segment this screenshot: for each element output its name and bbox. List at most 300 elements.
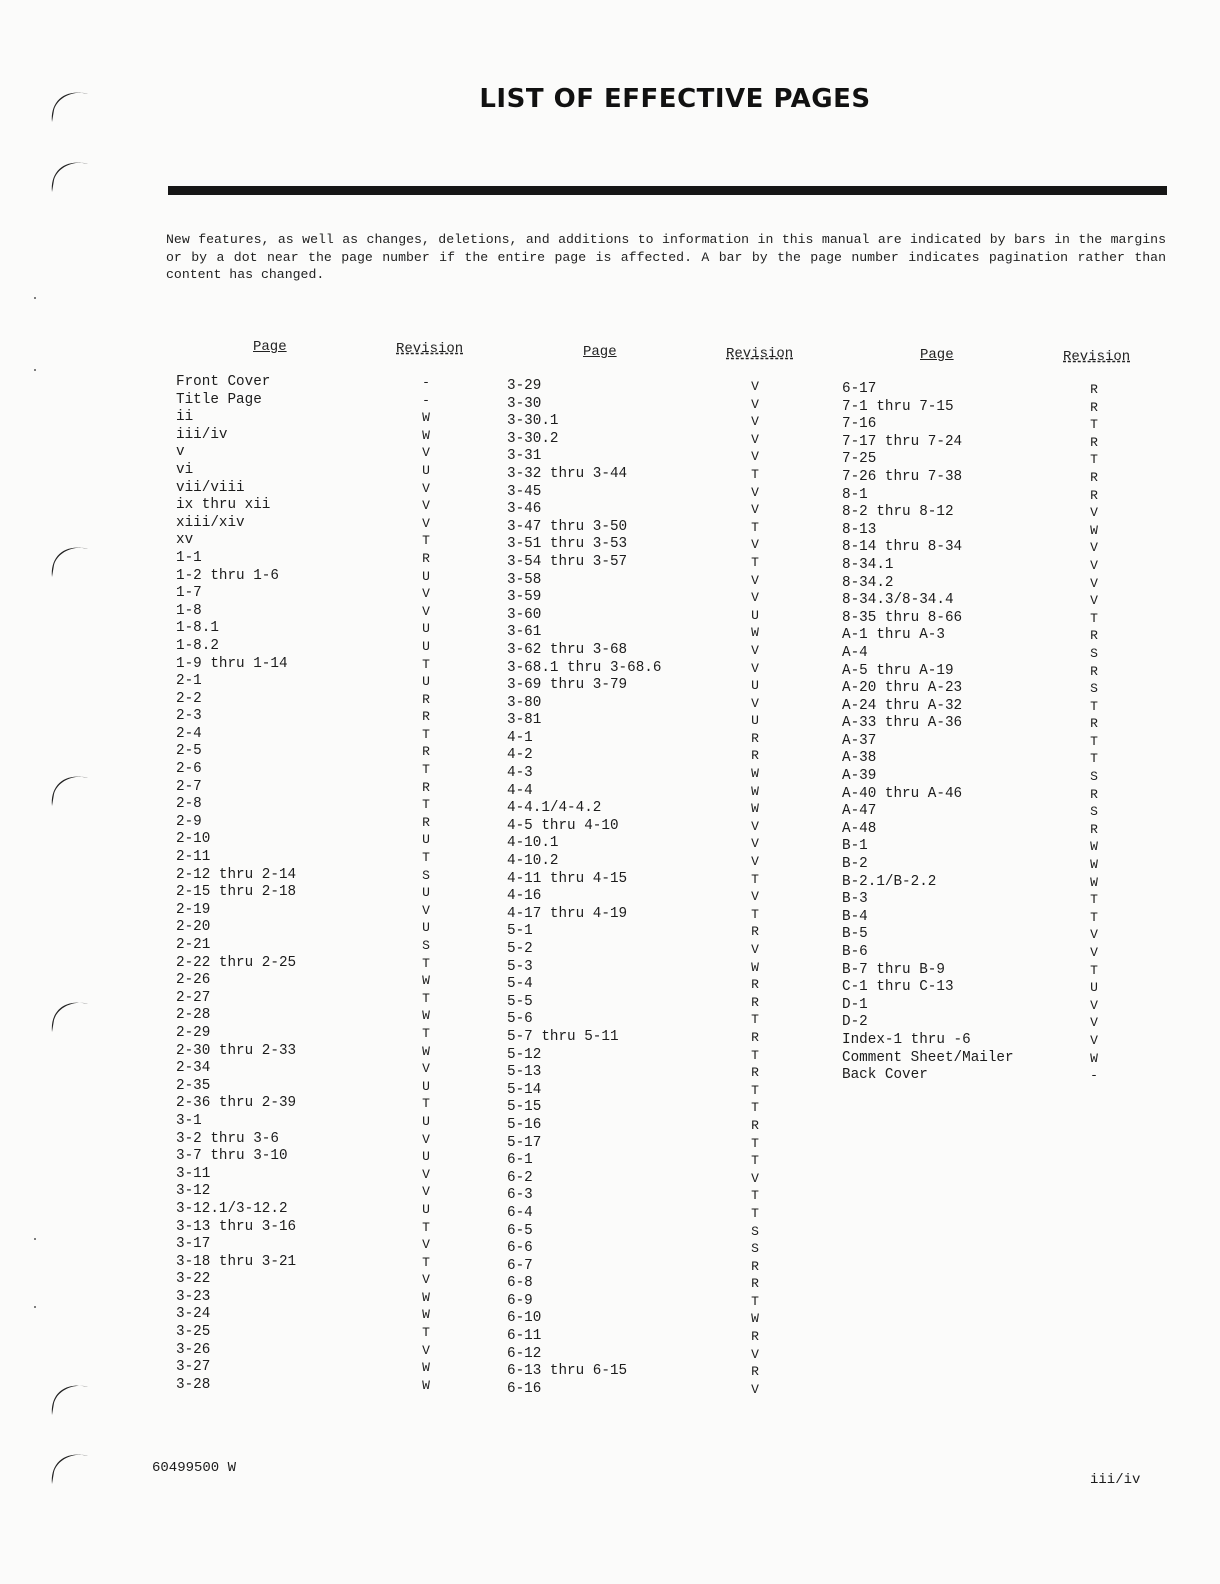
revision-code: V [751, 572, 759, 588]
page-ref: v [176, 444, 185, 461]
page-ref: 3-51 thru 3-53 [507, 536, 628, 553]
revision-code: U [422, 638, 430, 654]
page-ref: 6-4 [507, 1204, 533, 1221]
page-ref: 5-2 [507, 941, 533, 957]
page-ref: 3-80 [507, 694, 542, 711]
page-ref: 3-1 [176, 1112, 202, 1129]
revision-code: T [422, 533, 430, 549]
page-ref: 4-4 [507, 782, 533, 799]
col1-revision-header: Revision [396, 341, 464, 357]
col3-revision-header: Revision [1063, 349, 1131, 365]
page-ref: 2-34 [176, 1060, 211, 1077]
page-ref: 1-8.2 [176, 637, 219, 654]
revision-code: V [1090, 945, 1098, 960]
revision-code: V [751, 449, 759, 465]
revision-code: V [422, 480, 430, 496]
revision-code: - [422, 375, 430, 390]
page-ref: 2-11 [176, 849, 211, 866]
page-ref: 4-5 thru 4-10 [507, 817, 619, 834]
revision-code: V [1090, 1015, 1098, 1031]
page-ref: 3-59 [507, 589, 542, 606]
page-ref: 3-22 [176, 1271, 211, 1288]
page-ref: 3-23 [176, 1288, 211, 1305]
revision-code: U [422, 621, 430, 637]
revision-code: W [751, 783, 759, 799]
page-ref: 7-1 thru 7-15 [842, 398, 954, 415]
revision-code: R [1090, 786, 1098, 802]
revision-code: R [751, 1258, 759, 1274]
revision-code: W [422, 973, 430, 989]
revision-code: W [422, 410, 430, 426]
revision-code: T [751, 1153, 759, 1169]
revision-code: T [751, 1135, 759, 1151]
page-ref: 2-28 [176, 1007, 211, 1024]
page-ref: 5-13 [507, 1064, 542, 1081]
revision-code: T [751, 466, 759, 482]
page-ref: 6-7 [507, 1257, 533, 1274]
page-ref: 3-24 [176, 1306, 211, 1323]
revision-code: T [422, 1096, 430, 1112]
page-ref: 4-11 thru 4-15 [507, 870, 628, 887]
page-ref: xv [176, 532, 194, 549]
page-ref: C-1 thru C-13 [842, 979, 954, 996]
page-ref: 3-30 [507, 395, 542, 412]
page-ref: 7-16 [842, 416, 877, 433]
revision-code: V [751, 836, 759, 852]
page-ref: 8-34.3/8-34.4 [842, 592, 954, 609]
revision-code: T [422, 990, 430, 1006]
page-ref: 5-6 [507, 1011, 533, 1028]
page-ref: 6-1 [507, 1152, 533, 1169]
page-ref: 8-2 thru 8-12 [842, 504, 954, 521]
page-ref: 5-12 [507, 1046, 542, 1063]
page-ref: 2-3 [176, 708, 202, 725]
revision-code: W [422, 427, 430, 443]
page-ref: ii [176, 409, 194, 426]
page-ref: 2-30 thru 2-33 [176, 1042, 297, 1059]
revision-code: W [751, 1311, 759, 1327]
page-ref: 4-1 [507, 729, 533, 746]
revision-code: V [422, 603, 430, 619]
revision-code: W [751, 801, 759, 817]
page-ref: 5-15 [507, 1099, 542, 1116]
revision-code: T [751, 1047, 759, 1063]
page-ref: 3-54 thru 3-57 [507, 553, 628, 570]
revision-code: V [751, 431, 759, 447]
page-ref: 2-7 [176, 778, 202, 795]
page-ref: 2-29 [176, 1024, 211, 1041]
revision-code: R [1090, 487, 1098, 503]
page-ref: 5-5 [507, 993, 533, 1010]
page-ref: A-5 thru A-19 [842, 662, 954, 679]
page-ref: B-1 [842, 838, 868, 855]
page-ref: 4-16 [507, 888, 542, 905]
page-ref: B-6 [842, 944, 868, 960]
page-number: iii/iv [1090, 1472, 1141, 1488]
revision-code: U [422, 1078, 430, 1094]
intro-paragraph: New features, as well as changes, deletions, and additions to information in this manual are indicated by bars in the margins or by a dot near the page number if the entire page is affected. A bar by the page number indicates pagination rather than content has changed. [166, 232, 1166, 282]
page-ref: 5-7 thru 5-11 [507, 1028, 619, 1045]
revision-code: T [751, 1293, 759, 1309]
revision-code: W [422, 1289, 430, 1305]
page-ref: A-1 thru A-3 [842, 627, 945, 644]
page-ref: Front Cover [176, 374, 271, 390]
revision-code: R [751, 748, 759, 764]
revision-code: T [751, 1082, 759, 1098]
revision-code: V [751, 1346, 759, 1362]
page-ref: 8-35 thru 8-66 [842, 609, 963, 626]
binder-hole-icon [46, 535, 92, 581]
revision-code: R [1090, 434, 1098, 450]
page-ref: 6-10 [507, 1310, 542, 1327]
page-ref: iii/iv [176, 426, 228, 443]
page-ref: D-2 [842, 1014, 868, 1031]
page-ref: 5-14 [507, 1081, 542, 1098]
margin-speck [34, 1238, 36, 1240]
page-ref: 3-30.2 [507, 430, 559, 447]
page-ref: vii/viii [176, 479, 245, 496]
revision-code: V [1090, 1032, 1098, 1048]
page-ref: Back Cover [842, 1067, 928, 1084]
page-ref: 3-30.1 [507, 413, 559, 430]
page-ref: 2-4 [176, 725, 202, 742]
revision-code: R [422, 744, 430, 760]
page-ref: 3-60 [507, 606, 542, 623]
revision-code: V [422, 498, 430, 514]
revision-code: V [1090, 540, 1098, 556]
page-ref: 2-19 [176, 901, 211, 918]
page-ref: 3-47 thru 3-50 [507, 518, 628, 535]
page-ref: A-39 [842, 768, 877, 785]
revision-code: U [751, 607, 759, 623]
page-ref: 4-10.1 [507, 835, 559, 852]
page-ref: 3-45 [507, 483, 542, 500]
page-ref: 3-81 [507, 712, 542, 729]
page-ref: 6-11 [507, 1328, 542, 1345]
revision-code: R [751, 1065, 759, 1081]
revision-code: S [1090, 769, 1098, 785]
revision-code: T [422, 955, 430, 971]
page-ref: Comment Sheet/Mailer [842, 1049, 1014, 1066]
page-title: LIST OF EFFECTIVE PAGES [479, 84, 871, 114]
page-ref: 3-29 [507, 378, 542, 394]
page-ref: 2-15 thru 2-18 [176, 884, 297, 901]
page-ref: 8-34.1 [842, 556, 894, 573]
revision-code: V [422, 445, 430, 461]
binder-hole-icon [46, 150, 92, 196]
revision-code: V [751, 854, 759, 870]
col2-page-header: Page [583, 344, 617, 360]
page-ref: 3-58 [507, 571, 542, 588]
revision-code: T [1090, 452, 1098, 468]
revision-code: R [751, 1276, 759, 1292]
page-ref: 2-21 [176, 937, 211, 953]
page-ref: 3-26 [176, 1341, 211, 1358]
page-ref: 1-9 thru 1-14 [176, 655, 288, 672]
page-ref: 1-8 [176, 602, 202, 619]
revision-code: S [422, 867, 430, 883]
revision-code: V [751, 889, 759, 905]
revision-code: T [751, 906, 759, 922]
revision-code: R [422, 814, 430, 830]
page-ref: 3-69 thru 3-79 [507, 677, 628, 694]
revision-code: V [1090, 593, 1098, 609]
revision-code: W [1090, 1050, 1098, 1066]
revision-code: R [1090, 469, 1098, 485]
revision-code: V [751, 484, 759, 500]
revision-code: W [1090, 874, 1098, 890]
page-ref: 6-16 [507, 1380, 542, 1397]
revision-code: U [751, 713, 759, 729]
page-ref: 4-2 [507, 747, 533, 764]
page-ref: 3-61 [507, 624, 542, 641]
page-ref: B-5 [842, 926, 868, 943]
revision-code: V [422, 515, 430, 531]
revision-code: R [1090, 821, 1098, 837]
page-ref: 5-1 [507, 923, 533, 940]
page-ref: 3-2 thru 3-6 [176, 1130, 279, 1147]
page-ref: A-38 [842, 750, 877, 767]
page-ref: 3-25 [176, 1324, 211, 1341]
page-ref: 6-6 [507, 1240, 533, 1257]
revision-code: T [422, 1219, 430, 1235]
page-ref: 3-46 [507, 501, 542, 518]
revision-code: V [751, 695, 759, 711]
revision-code: R [1090, 399, 1098, 415]
revision-code: R [1090, 382, 1098, 397]
margin-speck [34, 297, 36, 299]
revision-code: V [422, 586, 430, 602]
page-ref: Index-1 thru -6 [842, 1031, 971, 1048]
revision-code: V [751, 942, 759, 957]
revision-code: - [422, 392, 430, 408]
page-ref: 5-17 [507, 1134, 542, 1151]
revision-code: U [422, 674, 430, 690]
revision-code: W [751, 959, 759, 975]
page-ref: B-2.1/B-2.2 [842, 873, 937, 890]
page-ref: B-2 [842, 856, 868, 873]
revision-code: V [751, 642, 759, 658]
revision-code: W [1090, 522, 1098, 538]
page-ref: Title Page [176, 391, 262, 408]
page-ref: 3-28 [176, 1376, 211, 1393]
revision-code: T [422, 797, 430, 813]
page-ref: 1-7 [176, 585, 202, 602]
page-ref: 8-14 thru 8-34 [842, 539, 963, 556]
revision-code: R [422, 779, 430, 795]
page-ref: 8-34.2 [842, 574, 894, 591]
page-ref: D-1 [842, 996, 868, 1013]
page-ref: A-24 thru A-32 [842, 697, 963, 714]
page-ref: 2-27 [176, 989, 211, 1006]
page-ref: 2-8 [176, 796, 202, 813]
revision-code: W [422, 1377, 430, 1393]
revision-code: V [422, 1237, 430, 1253]
revision-code: U [422, 920, 430, 936]
page-ref: ix thru xii [176, 497, 271, 514]
page-ref: 8-13 [842, 521, 877, 538]
revision-code: T [422, 850, 430, 866]
page-ref: 3-12.1/3-12.2 [176, 1200, 288, 1217]
page-ref: A-37 [842, 732, 877, 749]
page-ref: 6-2 [507, 1169, 533, 1186]
revision-code: S [751, 1241, 759, 1257]
page-ref: 6-5 [507, 1222, 533, 1239]
page-ref: 2-36 thru 2-39 [176, 1095, 297, 1112]
revision-code: V [422, 1061, 430, 1077]
revision-code: W [422, 1307, 430, 1323]
page-ref: 3-7 thru 3-10 [176, 1148, 288, 1165]
col3-page-header: Page [920, 347, 954, 363]
revision-code: R [422, 709, 430, 725]
document-number: 60499500 W [152, 1460, 237, 1476]
page-ref: 2-12 thru 2-14 [176, 866, 297, 883]
page-ref: 6-17 [842, 381, 877, 397]
revision-code: U [422, 462, 430, 478]
page-ref: 2-35 [176, 1077, 211, 1094]
revision-code: R [751, 1364, 759, 1380]
revision-code: T [422, 1254, 430, 1270]
revision-code: W [422, 1043, 430, 1059]
revision-code: V [422, 902, 430, 918]
revision-code: T [751, 1012, 759, 1028]
page-ref: 4-17 thru 4-19 [507, 905, 628, 922]
revision-code: S [751, 1223, 759, 1239]
page-ref: A-20 thru A-23 [842, 680, 963, 697]
revision-code: V [1090, 505, 1098, 521]
binder-hole-icon [46, 1442, 92, 1488]
page-ref: xiii/xiv [176, 514, 245, 531]
revision-code: R [751, 1029, 759, 1045]
page-ref: vi [176, 461, 194, 478]
revision-code: S [1090, 645, 1098, 661]
revision-code: S [422, 938, 430, 953]
page-ref: 2-2 [176, 690, 202, 707]
revision-code: V [422, 1131, 430, 1147]
revision-code: R [422, 691, 430, 707]
page-ref: 5-3 [507, 958, 533, 975]
page-ref: 2-10 [176, 831, 211, 848]
revision-code: T [751, 1188, 759, 1204]
page-ref: B-3 [842, 891, 868, 908]
revision-code: V [751, 660, 759, 676]
page-ref: 7-17 thru 7-24 [842, 433, 963, 450]
page-ref: 3-18 thru 3-21 [176, 1253, 297, 1270]
page-ref: 6-9 [507, 1292, 533, 1309]
page-ref: 2-1 [176, 673, 202, 690]
revision-code: V [751, 502, 759, 518]
revision-code: T [1090, 417, 1098, 433]
revision-code: V [751, 414, 759, 430]
revision-code: W [1090, 839, 1098, 855]
revision-code: S [1090, 804, 1098, 820]
revision-code: T [422, 656, 430, 672]
revision-code: T [751, 1205, 759, 1221]
revision-code: T [751, 554, 759, 570]
revision-code: T [751, 519, 759, 535]
page-ref: 4-4.1/4-4.2 [507, 800, 602, 817]
revision-code: R [1090, 663, 1098, 679]
page-ref: 7-26 thru 7-38 [842, 468, 963, 485]
page-ref: 6-13 thru 6-15 [507, 1363, 628, 1380]
margin-speck [34, 1306, 36, 1308]
revision-code: W [422, 1360, 430, 1376]
revision-code: T [1090, 892, 1098, 908]
page-ref: 3-31 [507, 448, 542, 465]
revision-code: V [422, 1166, 430, 1182]
page-ref: 2-26 [176, 972, 211, 989]
revision-code: R [751, 1117, 759, 1133]
page-ref: 1-2 thru 1-6 [176, 567, 279, 584]
page-ref: 2-20 [176, 919, 211, 936]
revision-code: T [422, 1025, 430, 1041]
title-rule [168, 186, 1167, 195]
revision-code: V [422, 1342, 430, 1358]
page-ref: 6-3 [507, 1187, 533, 1204]
page-ref: 5-4 [507, 976, 533, 993]
revision-code: T [751, 871, 759, 887]
revision-code: - [1090, 1068, 1098, 1084]
revision-code: U [422, 832, 430, 848]
page-ref: A-4 [842, 644, 868, 661]
revision-code: U [422, 1149, 430, 1165]
revision-code: W [751, 766, 759, 782]
revision-code: U [422, 568, 430, 584]
revision-code: R [751, 924, 759, 940]
page-ref: 2-9 [176, 813, 202, 830]
revision-code: R [751, 994, 759, 1010]
revision-code: R [422, 550, 430, 566]
page-ref: 3-12 [176, 1183, 211, 1200]
revision-code: T [1090, 751, 1098, 767]
revision-code: T [422, 726, 430, 742]
revision-code: V [422, 1272, 430, 1288]
revision-code: V [751, 590, 759, 606]
page-ref: 3-17 [176, 1236, 211, 1253]
page-ref: 8-1 [842, 486, 868, 503]
revision-code: R [751, 977, 759, 993]
page-ref: 3-13 thru 3-16 [176, 1218, 297, 1235]
revision-code: W [1090, 857, 1098, 873]
revision-code: T [1090, 962, 1098, 978]
revision-code: T [422, 762, 430, 778]
revision-code: R [1090, 628, 1098, 644]
revision-code: T [1090, 610, 1098, 626]
revision-code: U [422, 1201, 430, 1217]
page-ref: 1-1 [176, 549, 202, 566]
revision-code: W [422, 1008, 430, 1024]
page-ref: 7-25 [842, 451, 877, 468]
binder-hole-icon [46, 1373, 92, 1419]
binder-hole-icon [46, 764, 92, 810]
revision-code: U [751, 678, 759, 694]
page-ref: 3-32 thru 3-44 [507, 465, 628, 482]
page-ref: B-7 thru B-9 [842, 961, 945, 978]
page-ref: 2-5 [176, 743, 202, 760]
page-ref: 3-62 thru 3-68 [507, 641, 628, 658]
page-ref: 1-8.1 [176, 620, 219, 637]
revision-code: U [1090, 980, 1098, 996]
revision-code: T [1090, 733, 1098, 749]
revision-code: T [751, 1100, 759, 1116]
revision-code: U [422, 1113, 430, 1129]
page-ref: 2-22 thru 2-25 [176, 954, 297, 971]
revision-code: R [751, 1329, 759, 1345]
revision-code: V [751, 818, 759, 834]
page-ref: A-48 [842, 820, 877, 837]
page-ref: 3-11 [176, 1165, 211, 1182]
col2-revision-header: Revision [726, 346, 794, 362]
